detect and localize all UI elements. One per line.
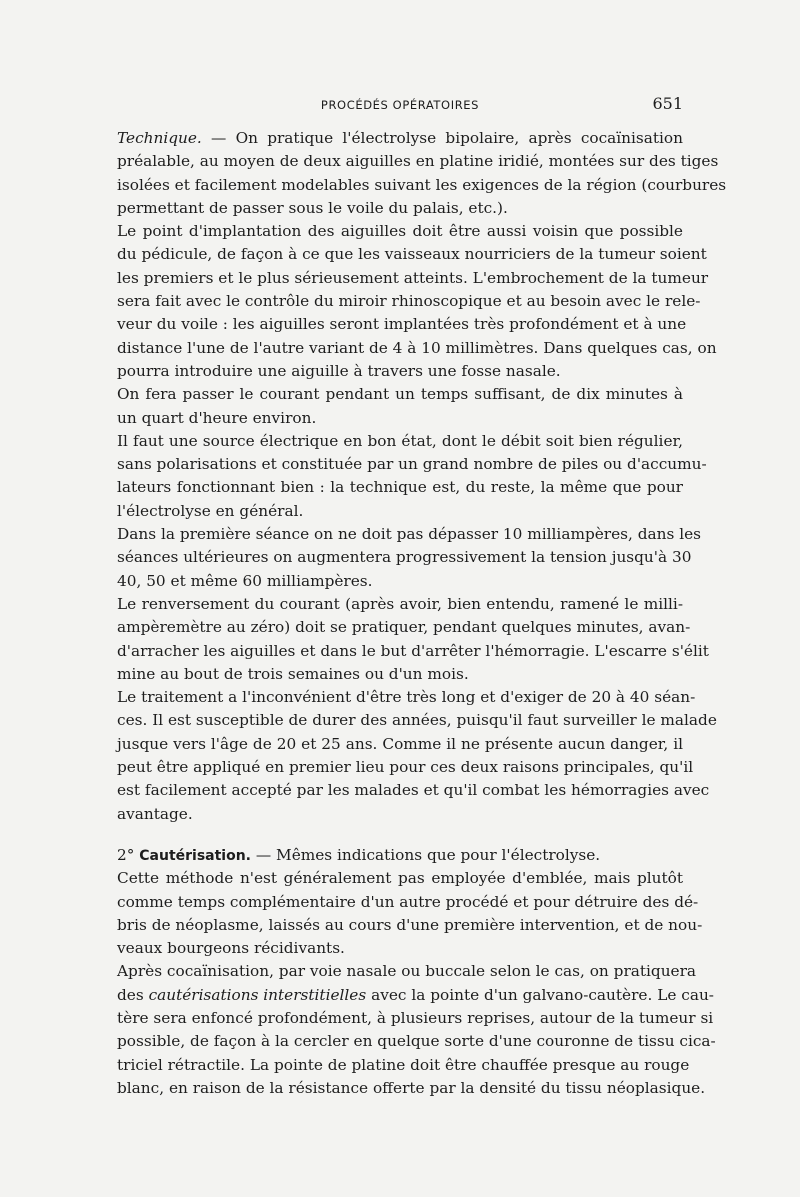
text-line: Il faut une source électrique en bon état, dont le débit soit bien régulier, — [117, 431, 683, 450]
text-line: sans polarisations et constituée par un grand nombre de piles ou d'accumu- — [117, 455, 707, 474]
text-line: possible, de façon à la cercler en quelque sorte d'une couronne de tissu cica- — [117, 1032, 716, 1051]
text-line: distance l'une de l'autre variant de 4 à 10 millimètres. Dans quelques cas, on — [117, 338, 717, 357]
paragraph — [117, 127, 727, 220]
paragraph — [117, 593, 709, 686]
text-line: avantage. — [117, 804, 193, 823]
text-line: jusque vers l'âge de 20 et 25 ans. Comme il ne présente aucun danger, il — [117, 734, 683, 753]
page-number: 651 — [652, 94, 683, 113]
text-line: bris de néoplasme, laissés au cours d'une première intervention, et de nou- — [117, 915, 703, 934]
text-line: 40, 50 et même 60 milliampères. — [117, 571, 373, 590]
text-line: permettant de passer sous le voile du palais, etc.). — [117, 198, 508, 217]
text-line: Technique. — On pratique l'électrolyse bipolaire, après cocaïnisation — [117, 129, 683, 147]
paragraph — [117, 383, 683, 430]
paragraph — [117, 430, 707, 523]
text-line: du pédicule, de façon à ce que les vaisseaux nourriciers de la tumeur soient — [117, 245, 707, 264]
page-header — [117, 94, 683, 116]
page-body — [117, 127, 727, 1100]
text-line: l'électrolyse en général. — [117, 501, 304, 520]
paragraph — [117, 220, 717, 383]
text-line: Le renversement du courant (après avoir, bien entendu, ramené le milli- — [117, 594, 683, 613]
text-line: Le traitement a l'inconvénient d'être très long et d'exiger de 20 à 40 séan- — [117, 688, 696, 707]
emphasis-italic: cautérisations interstitielles — [148, 985, 367, 1004]
paragraph — [117, 523, 702, 593]
text-line: peut être appliqué en premier lieu pour ces deux raisons principales, qu'il — [117, 758, 694, 777]
text-line: On fera passer le courant pendant un temps suffisant, de dix minutes à — [117, 385, 683, 404]
paragraph — [117, 686, 717, 826]
section-gap — [117, 826, 683, 844]
text-line: séances ultérieures on augmentera progressivement la tension jusqu'à 30 — [117, 548, 692, 567]
text-line: triciel rétractile. La pointe de platine doit être chauffée presque au rouge — [117, 1055, 690, 1074]
text-line: préalable, au moyen de deux aiguilles en platine iridié, montées sur des tiges — [117, 152, 719, 171]
text-line: Le point d'implantation des aiguilles doit être aussi voisin que possible — [117, 222, 683, 241]
text-line: des cautérisations interstitielles avec la pointe d'un galvano-cautère. Le cau- — [117, 985, 714, 1004]
text-line: pourra introduire une aiguille à travers une fosse nasale. — [117, 361, 561, 380]
text-line: d'arracher les aiguilles et dans le but d'arrêter l'hémorragie. L'escarre s'élit — [117, 641, 709, 660]
text-line: lateurs fonctionnant bien : la technique est, du reste, la même que pour — [117, 478, 683, 497]
text-line: blanc, en raison de la résistance offerte par la densité du tissu néoplasique. — [117, 1078, 706, 1097]
section-heading: 2° Cautérisation. — Mêmes indications que pour l'électrolyse. — [117, 845, 601, 864]
text-line: isolées et facilement modelables suivant les exigences de la région (courbures — [117, 175, 727, 194]
text-line: comme temps complémentaire d'un autre procédé et pour détruire des dé- — [117, 892, 699, 911]
text-line: Dans la première séance on ne doit pas dépasser 10 milliampères, dans les — [117, 525, 702, 544]
text-line: un quart d'heure environ. — [117, 408, 317, 427]
text-line: les premiers et le plus sérieusement atteints. L'embrochement de la tumeur — [117, 268, 709, 287]
text-line: ces. Il est susceptible de durer des années, puisqu'il faut surveiller le malade — [117, 711, 717, 730]
text-line: Cette méthode n'est généralement pas employée d'emblée, mais plutôt — [117, 869, 683, 888]
paragraph — [117, 960, 716, 1100]
text-line: Après cocaïnisation, par voie nasale ou buccale selon le cas, on pratiquera — [117, 962, 697, 981]
text-line: est facilement accepté par les malades et qu'il combat les hémorragies avec — [117, 781, 710, 800]
text-line: ampèremètre au zéro) doit se pratiquer, pendant quelques minutes, avan- — [117, 618, 691, 637]
text-line: veaux bourgeons récidivants. — [117, 939, 345, 958]
running-title: PROCÉDÉS OPÉRATOIRES — [320, 98, 480, 112]
text-line: tère sera enfoncé profondément, à plusieurs reprises, autour de la tumeur si — [117, 1008, 714, 1027]
section-number: 2° — [117, 845, 140, 864]
text-line: sera fait avec le contrôle du miroir rhinoscopique et au besoin avec le rele- — [117, 292, 701, 311]
text-line: mine au bout de trois semaines ou d'un mois. — [117, 664, 469, 683]
section-title: Cautérisation. — [139, 847, 252, 864]
paragraph — [117, 867, 703, 960]
subheading-italic: Technique. — [117, 129, 202, 147]
text-line: veur du voile : les aiguilles seront implantées très profondément et à une — [117, 315, 687, 334]
